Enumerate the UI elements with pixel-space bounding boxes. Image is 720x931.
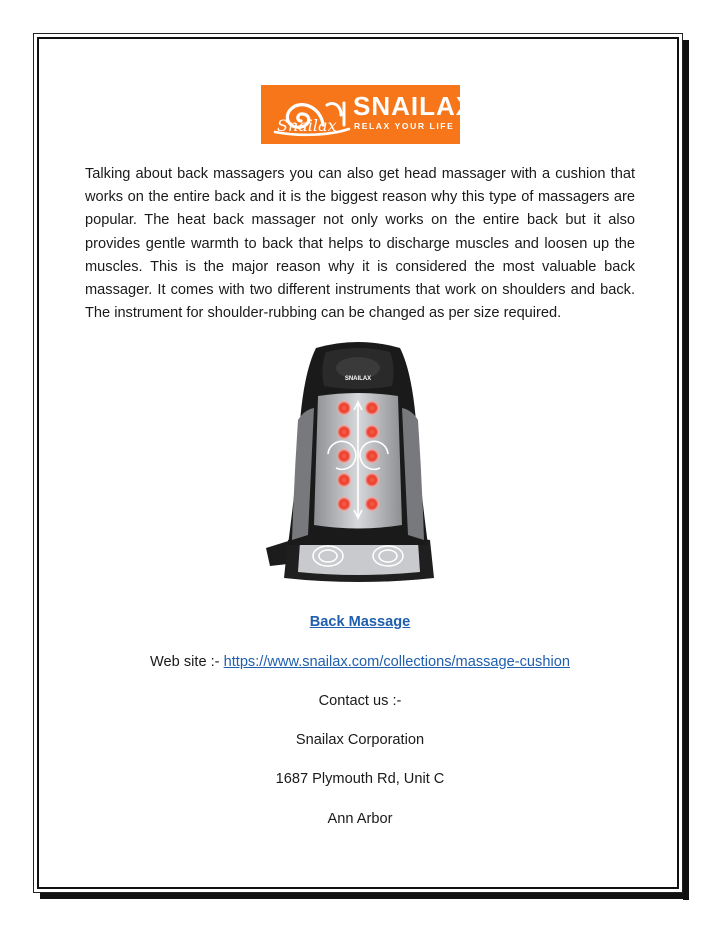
company-name: Snailax Corporation [295, 732, 425, 748]
logo-script: Snailax [277, 116, 337, 135]
back-massage-link[interactable]: Back Massage [309, 614, 411, 630]
contact-heading: Contact us :- [318, 693, 402, 709]
logo-tagline: RELAX YOUR LIFE [354, 121, 455, 131]
address-line: 1687 Plymouth Rd, Unit C [275, 771, 445, 787]
back-massage-caption [0, 612, 720, 632]
massage-cushion-image [258, 340, 458, 590]
article-paragraph: Talking about back massagers you can also get head massager with a cushion that works on the entire back and it is the biggest reason why this type of massagers are popular. The heat back massager not only works on the entire back but it also provides gentle warmth to back that helps to discharge muscles and loosen up the muscles. This is the major reason why it is considered the most valuable back massager. It comes with two different instruments that work on shoulders and back. The instrument for shoulder-rubbing can be changed as per size required. [85, 166, 635, 322]
city-line: Ann Arbor [327, 811, 393, 827]
website-line [0, 652, 720, 672]
snailax-logo [261, 85, 475, 144]
website-label: Web site :- [150, 654, 224, 670]
frame-shadow-bottom [40, 893, 689, 899]
website-url-link[interactable]: https://www.snailax.com/collections/massage-cushion [223, 654, 570, 670]
headrest-label: SNAILAX [344, 376, 372, 382]
logo-wordmark: SNAILAX [353, 91, 475, 121]
